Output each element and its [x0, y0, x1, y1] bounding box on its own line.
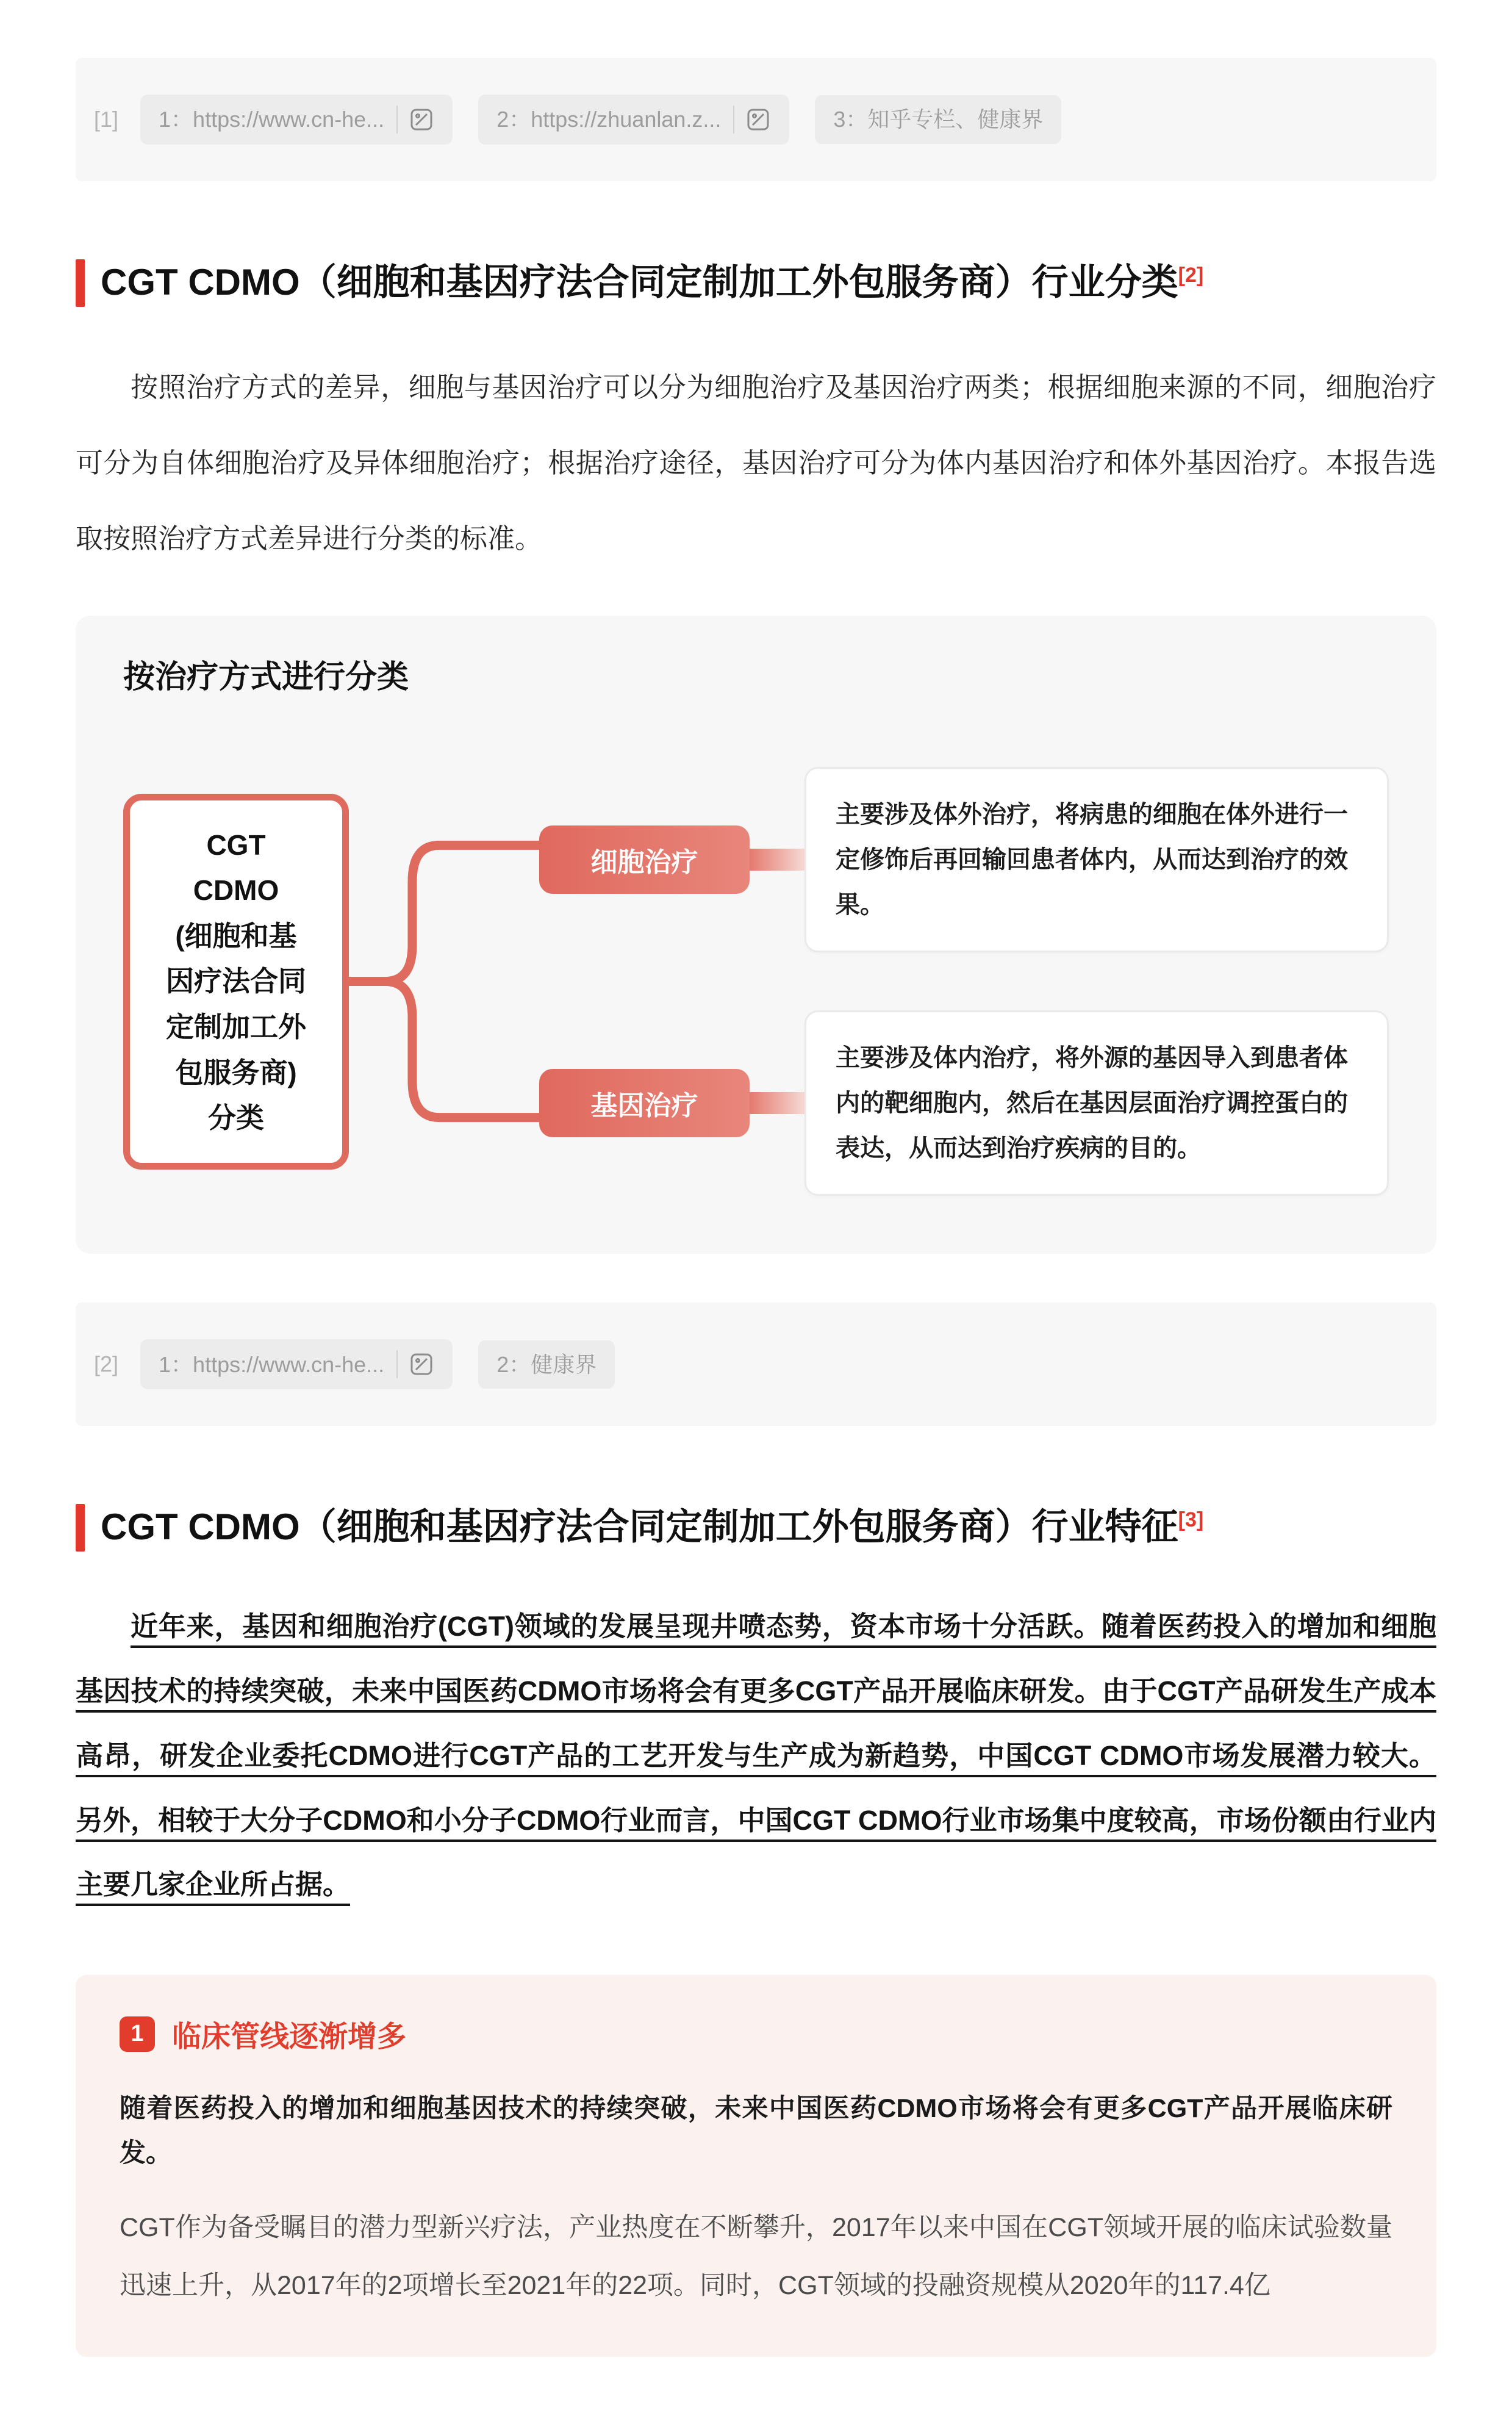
external-link-icon	[745, 107, 771, 132]
branch-fade-connector	[750, 1092, 808, 1114]
root-node-line: (细胞和基	[175, 919, 297, 952]
report-page	[76, 0, 1436, 2424]
chip-divider	[733, 106, 734, 134]
citation-superscript[interactable]: [2]	[1178, 264, 1204, 287]
branch-description: 主要涉及体内治疗，将外源的基因导入到患者体内的靶细胞内，然后在基因层面治疗调控蛋白的表达，从而达到治疗疾病的目的。	[804, 1010, 1389, 1196]
feature-card-bold-text: 随着医药投入的增加和细胞基因技术的持续突破，未来中国医药CDMO市场将会有更多CGT产品开展临床研发。	[120, 2094, 1392, 2168]
section-2-heading	[76, 1502, 1436, 1552]
feature-card-header	[120, 2013, 1392, 2055]
figure-title: 按治疗方式进行分类	[123, 660, 409, 696]
section-1-paragraph: 按照治疗方式的差异，细胞与基因治疗可以分为细胞治疗及基因治疗两类；根据细胞来源的不同，细胞治疗可分为自体细胞治疗及异体细胞治疗；根据治疗途径，基因治疗可分为体内基因治疗和体外基因治疗。本报告选取按照治疗方式差异进行分类的标准。	[76, 372, 1436, 554]
figure-body	[123, 767, 1389, 1196]
heading-accent-bar	[76, 1504, 85, 1552]
citation-index: [2]	[94, 1351, 119, 1377]
citation-chip-group	[140, 95, 1061, 145]
citation-index: [1]	[94, 107, 119, 132]
external-link-icon	[409, 1351, 434, 1377]
root-node-line: CDMO	[193, 874, 279, 907]
citation-chip-label: 2：健康界	[496, 1351, 597, 1377]
feature-card-clinical-pipelines	[76, 1975, 1436, 2357]
branch-row-gene-therapy	[539, 1010, 1389, 1196]
branch-label-pill: 基因治疗	[539, 1069, 750, 1137]
citation-chip-label: 3：知乎专栏、健康界	[833, 107, 1044, 132]
citation-chip-source-2[interactable]	[478, 95, 789, 145]
branch-label-pill: 细胞治疗	[539, 825, 750, 894]
citation-chip-source-1[interactable]	[140, 95, 453, 145]
external-link-icon	[409, 107, 434, 132]
citation-chip-group	[140, 1339, 615, 1389]
section-2-title: CGT CDMO（细胞和基因疗法合同定制加工外包服务商）行业特征[3]	[101, 1506, 1204, 1548]
citation-bar-1	[76, 58, 1436, 181]
root-node-line: 因疗法合同	[166, 965, 306, 998]
root-node-line: 包服务商)	[175, 1056, 297, 1088]
branch-description: 主要涉及体外治疗，将病患的细胞在体外进行一定修饰后再回输回患者体内，从而达到治疗的效果。	[804, 767, 1389, 952]
section-1-title: CGT CDMO（细胞和基因疗法合同定制加工外包服务商）行业分类[2]	[101, 262, 1204, 303]
citation-chip-label: 1：https://www.cn-he...	[159, 1351, 385, 1377]
root-node-line: 分类	[208, 1102, 264, 1134]
branch-connector-lines	[349, 767, 539, 1196]
citation-chip-source-3[interactable]	[815, 95, 1061, 143]
feature-number-badge: 1	[120, 2016, 155, 2052]
chip-divider	[396, 1350, 398, 1378]
citation-superscript[interactable]: [3]	[1178, 1508, 1204, 1532]
root-node-line: 定制加工外	[166, 1011, 306, 1043]
heading-accent-bar	[76, 259, 85, 307]
citation-chip-label: 2：https://zhuanlan.z...	[496, 107, 722, 132]
section-2-lead-paragraph: 近年来，基因和细胞治疗(CGT)领域的发展呈现井喷态势，资本市场十分活跃。随着医药投入的增加和细胞基因技术的持续突破，未来中国医药CDMO市场将会有更多CGT产品开展临床研发。由于CGT产品研发生产成本高昂，研发企业委托CDMO进行CGT产品的工艺开发与生产成为新趋势，中国CGT CDMO市场发展潜力较大。另外，相较于大分子CDMO和小分子CDMO行业而言，中国CGT CDMO行业市场集中度较高，市场份额由行业内主要几家企业所占据。	[76, 1611, 1436, 1901]
branch-fade-connector	[750, 849, 808, 871]
citation-chip-label: 1：https://www.cn-he...	[159, 107, 385, 132]
citation-chip-source-2[interactable]	[478, 1340, 615, 1389]
branch-list	[539, 767, 1389, 1196]
chip-divider	[396, 106, 398, 134]
branch-row-cell-therapy	[539, 767, 1389, 952]
root-node-line: CGT	[206, 829, 266, 861]
feature-card-title: 临床管线逐渐增多	[172, 2021, 407, 2053]
feature-card-body-text: CGT作为备受瞩目的潜力型新兴疗法，产业热度在不断攀升，2017年以来中国在CGT领域开展的临床试验数量迅速上升，从2017年的2项增长至2021年的22项。同时，CGT领域的投融资规模从2020年的117.4亿	[120, 2213, 1392, 2300]
citation-bar-2	[76, 1303, 1436, 1426]
section-1-heading	[76, 257, 1436, 307]
citation-chip-source-1[interactable]	[140, 1339, 453, 1389]
diagram-root-node	[123, 794, 349, 1170]
classification-figure	[76, 616, 1436, 1254]
